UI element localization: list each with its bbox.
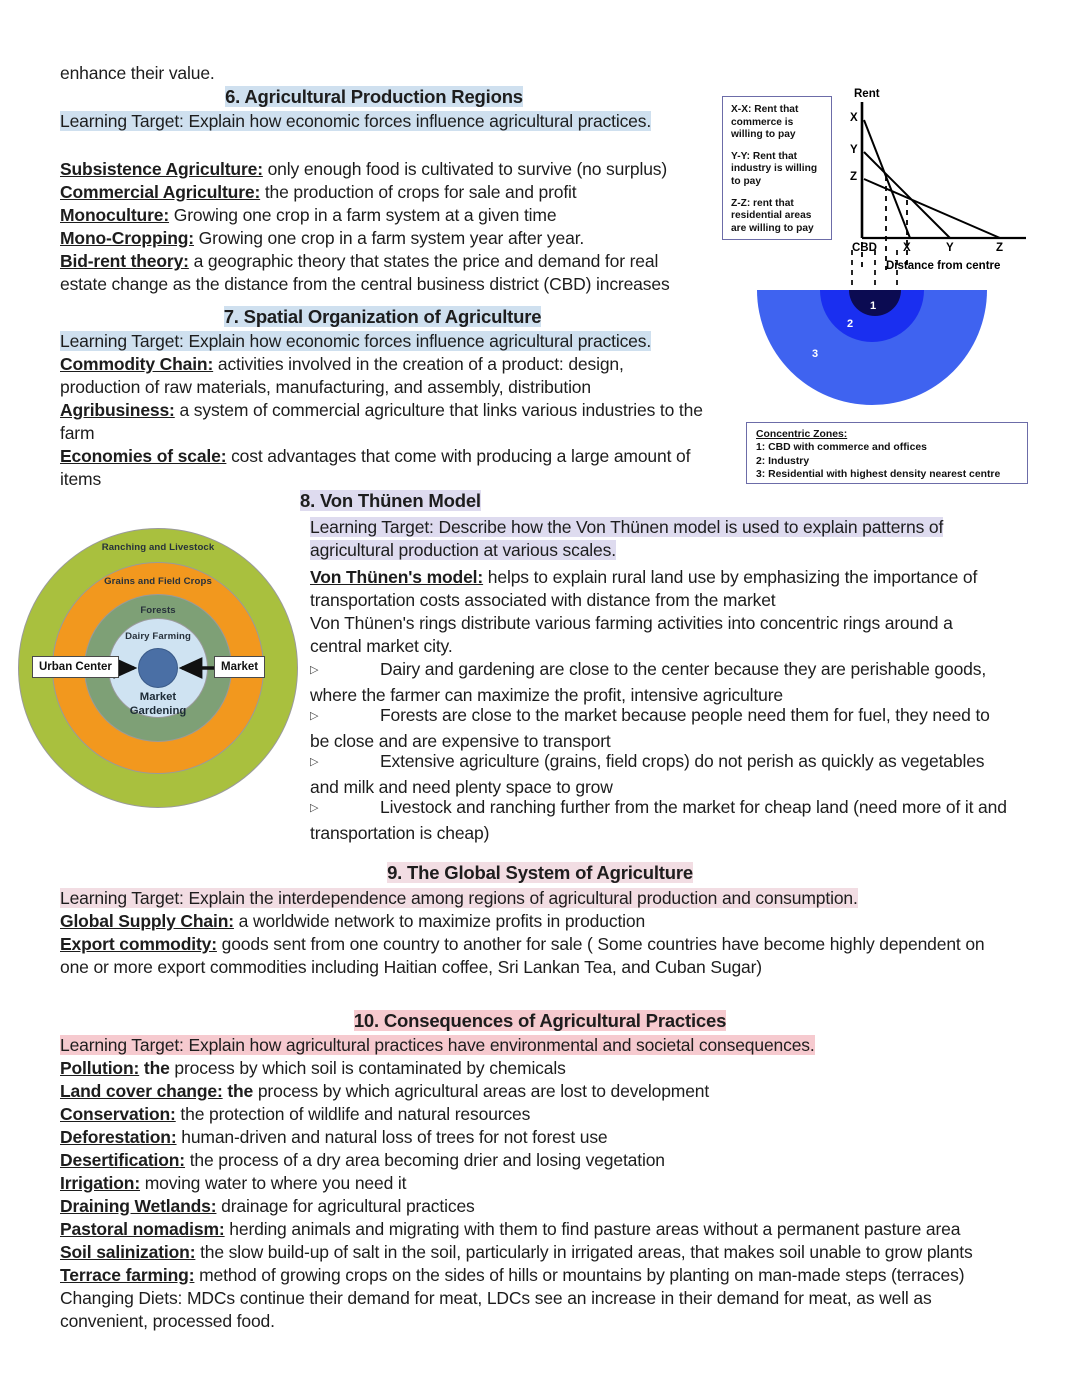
section-8-paragraph xyxy=(310,612,1000,657)
zones-legend-item-1: 2: Industry xyxy=(756,455,810,467)
section-8-bullet-3 xyxy=(310,796,1010,844)
term-label: Terrace farming: xyxy=(60,1265,195,1285)
term-label: Agribusiness: xyxy=(60,400,175,420)
bullet-text: Dairy and gardening are close to the center because they are perishable goods, where the farmer can maximize the profit, intensive agriculture xyxy=(310,659,987,705)
term-label: Pollution: xyxy=(60,1058,140,1078)
intro-text: enhance their value. xyxy=(60,63,215,83)
term-def: a worldwide network to maximize profits in production xyxy=(233,911,646,931)
term-def: Growing one crop in a farm system year after year. xyxy=(193,228,585,248)
term-label: Export commodity: xyxy=(60,934,217,954)
section-10-term-5 xyxy=(60,1172,1020,1195)
section-10-term-8 xyxy=(60,1241,1035,1264)
term-label: Deforestation: xyxy=(60,1127,177,1147)
section-8-bullet-1 xyxy=(310,704,1010,752)
term-def: herding animals and migrating with them to find pasture areas without a permanent pasture area xyxy=(224,1219,961,1239)
bid-rent-x-axis-label: Distance from centre xyxy=(886,260,1001,272)
section-6-learning-target: Learning Target: Explain how economic forces influence agricultural practices. xyxy=(60,111,652,131)
bullet-text: Extensive agriculture (grains, field crops) do not perish as quickly as vegetables and milk and need plenty space to grow xyxy=(310,751,985,797)
section-10-learning-target: Learning Target: Explain how agricultural practices have environmental and societal consequences. xyxy=(60,1035,815,1055)
section-6-learning-target-wrap xyxy=(60,110,676,133)
section-9-term-0 xyxy=(60,910,1020,933)
term-label: Subsistence Agriculture: xyxy=(60,159,263,179)
section-8-learning-target-wrap xyxy=(310,516,1000,561)
bid-rent-plot xyxy=(840,88,1032,272)
term-def: drainage for agricultural practices xyxy=(216,1196,475,1216)
von-thunen-label-dairy: Dairy Farming xyxy=(125,631,191,642)
term-def: the process of a dry area becoming drier and losing vegetation xyxy=(185,1150,665,1170)
term-def: human-driven and natural loss of trees for not forest use xyxy=(176,1127,608,1147)
section-7-term-2 xyxy=(60,445,708,490)
term-label: Mono-Cropping: xyxy=(60,228,194,248)
term-label: Economies of scale: xyxy=(60,446,227,466)
term-label: Desertification: xyxy=(60,1150,185,1170)
bullet-text: Forests are close to the market because people need them for fuel, they need to be close and are expensive to transport xyxy=(310,705,990,751)
section-10-term-0 xyxy=(60,1057,1020,1080)
section-10-term-4 xyxy=(60,1149,1020,1172)
term-label: Commodity Chain: xyxy=(60,354,214,374)
section-7-term-1 xyxy=(60,399,708,444)
von-thunen-center-label: Market Gardening xyxy=(129,691,187,717)
section-6-term-1 xyxy=(60,181,700,204)
term-def: helps to explain rural land use by emphasizing the importance of transportation costs associated with distance from the market xyxy=(310,567,978,610)
section-8-term xyxy=(310,566,1000,611)
term-label: Commercial Agriculture: xyxy=(60,182,261,202)
von-thunen-center-market xyxy=(138,648,178,688)
section-9-heading: 9. The Global System of Agriculture xyxy=(387,862,693,883)
section-10-term-7 xyxy=(60,1218,1035,1241)
zones-legend-title: Concentric Zones: xyxy=(756,429,848,440)
term-def: the slow build-up of salt in the soil, particularly in irrigated areas, that makes soil unable to grow plants xyxy=(195,1242,973,1262)
bullet-triangle-icon: ▷ xyxy=(310,710,319,722)
bullet-triangle-icon: ▷ xyxy=(310,756,319,768)
term-def: goods sent from one country to another for sale ( Some countries have become highly dependent on one or more export commodities including Haitian coffee, Sri Lankan Tea, and Cuban Sugar) xyxy=(60,934,985,977)
von-thunen-label-ranching: Ranching and Livestock xyxy=(101,542,215,553)
concentric-zones-svg xyxy=(742,250,1032,420)
term-def: method of growing crops on the sides of hills or mountains by planting on man-made steps (terraces) xyxy=(194,1265,965,1285)
section-10-term-9 xyxy=(60,1264,1035,1287)
term-label: Bid-rent theory: xyxy=(60,251,189,271)
section-9-heading-row xyxy=(60,862,1020,885)
section-6-heading-row xyxy=(60,86,688,109)
section-10-term-6 xyxy=(60,1195,1020,1218)
bid-rent-legend-item-0: X-X: Rent that commerce is willing to pay xyxy=(731,104,799,141)
term-def: only enough food is cultivated to survive (no surplus) xyxy=(262,159,668,179)
zones-legend-item-2: 3: Residential with highest density nearest centre xyxy=(756,469,1001,481)
term-def: the production of crops for sale and profit xyxy=(260,182,577,202)
von-thunen-rings-figure xyxy=(18,528,298,812)
bid-rent-origin-label: CBD xyxy=(852,242,877,254)
term-def: moving water to where you need it xyxy=(140,1173,407,1193)
term-label: Irrigation: xyxy=(60,1173,141,1193)
section-7-learning-target: Learning Target: Explain how economic forces influence agricultural practices. xyxy=(60,331,652,351)
zones-legend-item-0: 1: CBD with commerce and offices xyxy=(756,442,927,454)
term-def: Growing one crop in a farm system at a given time xyxy=(169,205,557,225)
section-10-term-1 xyxy=(60,1080,1020,1103)
section-8-learning-target: Learning Target: Describe how the Von Thünen model is used to explain patterns of agricultural production at various scales. xyxy=(310,517,944,560)
section-9-learning-target: Learning Target: Explain the interdependence among regions of agricultural production and consumption. xyxy=(60,888,858,908)
section-10-term-3 xyxy=(60,1126,1020,1149)
term-label: Conservation: xyxy=(60,1104,176,1124)
section-6-term-2 xyxy=(60,204,700,227)
bid-rent-xtick-x: X xyxy=(903,242,911,254)
section-10-learning-target-wrap xyxy=(60,1034,1020,1057)
intro-line xyxy=(60,62,700,85)
term-label: Monoculture: xyxy=(60,205,170,225)
zone-number-2: 2 xyxy=(847,318,854,330)
section-8-bullet-0 xyxy=(310,658,1010,706)
bid-rent-figure xyxy=(722,88,1032,272)
section-10-term-2 xyxy=(60,1103,1020,1126)
section-8-bullet-2 xyxy=(310,750,1010,798)
bullet-triangle-icon: ▷ xyxy=(310,664,319,676)
bid-rent-xtick-z: Z xyxy=(996,242,1004,254)
bullet-triangle-icon: ▷ xyxy=(310,802,319,814)
section-6-term-3 xyxy=(60,227,700,250)
term-label: Land cover change: xyxy=(60,1081,223,1101)
section-7-term-0 xyxy=(60,353,708,398)
section-9-term-1 xyxy=(60,933,1005,978)
bid-rent-y-axis-label: Rent xyxy=(854,88,880,100)
term-bold-extra: the xyxy=(222,1081,254,1101)
bid-rent-legend-box xyxy=(722,96,832,240)
bid-rent-legend-item-2: Z-Z: rent that residential areas are willing to pay xyxy=(731,197,814,234)
von-thunen-urban-center-box: Urban Center xyxy=(32,656,119,678)
zone-number-3: 3 xyxy=(812,348,819,360)
term-def: process by which agricultural areas are lost to development xyxy=(253,1081,710,1101)
term-label: Soil salinization: xyxy=(60,1242,196,1262)
bid-rent-curve-start-y: Y xyxy=(850,144,858,156)
section-7-heading-row xyxy=(60,306,705,329)
section-6-term-4 xyxy=(60,250,700,295)
concentric-zones-figure xyxy=(742,250,1032,495)
section-7-learning-target-wrap xyxy=(60,330,720,353)
term-label: Von Thünen's model: xyxy=(310,567,484,587)
bid-rent-curve-start-z: Z xyxy=(850,171,858,183)
section-10-final-paragraph xyxy=(60,1287,985,1332)
zone-number-1: 1 xyxy=(870,300,877,312)
term-label: Global Supply Chain: xyxy=(60,911,234,931)
bid-rent-curve-start-x: X xyxy=(850,112,858,124)
term-def: activities involved in the creation of a product: design, production of raw materials, manufacturing, and assembly, distribution xyxy=(60,354,624,397)
von-thunen-label-forests: Forests xyxy=(140,605,176,616)
section-10-heading: 10. Consequences of Agricultural Practices xyxy=(353,1010,727,1031)
von-thunen-market-box: Market xyxy=(214,656,265,678)
term-def: cost advantages that come with producing a large amount of items xyxy=(60,446,691,489)
section-9-learning-target-wrap xyxy=(60,887,1020,910)
term-label: Draining Wetlands: xyxy=(60,1196,217,1216)
section-7-heading: 7. Spatial Organization of Agriculture xyxy=(223,306,542,327)
bullet-text: Livestock and ranching further from the market for cheap land (need more of it and transportation is cheap) xyxy=(310,797,1007,843)
term-def: a geographic theory that states the price and demand for real estate change as the distance from the central business district (CBD) increases xyxy=(60,251,670,294)
section-8-para-text: Von Thünen's rings distribute various farming activities into concentric rings around a central market city. xyxy=(310,613,953,656)
term-bold-extra: the xyxy=(139,1058,170,1078)
term-def: a system of commercial agriculture that links various industries to the farm xyxy=(60,400,703,443)
concentric-zones-legend-box xyxy=(746,422,1028,484)
bid-rent-legend-item-1: Y-Y: Rent that industry is willing to pay xyxy=(731,150,818,187)
section-6-heading: 6. Agricultural Production Regions xyxy=(225,86,523,107)
term-label: Pastoral nomadism: xyxy=(60,1219,225,1239)
final-para-text: Changing Diets: MDCs continue their demand for meat, LDCs see an increase in their demand for meat, as well as convenient, processed food. xyxy=(60,1288,932,1331)
section-6-term-0 xyxy=(60,158,700,181)
bid-rent-xtick-y: Y xyxy=(946,242,954,254)
section-8-heading: 8. Von Thünen Model xyxy=(300,490,481,511)
section-10-heading-row xyxy=(60,1010,1020,1033)
von-thunen-label-grains: Grains and Field Crops xyxy=(104,576,212,587)
term-def: the protection of wildlife and natural resources xyxy=(175,1104,531,1124)
term-def: process by which soil is contaminated by chemicals xyxy=(169,1058,566,1078)
